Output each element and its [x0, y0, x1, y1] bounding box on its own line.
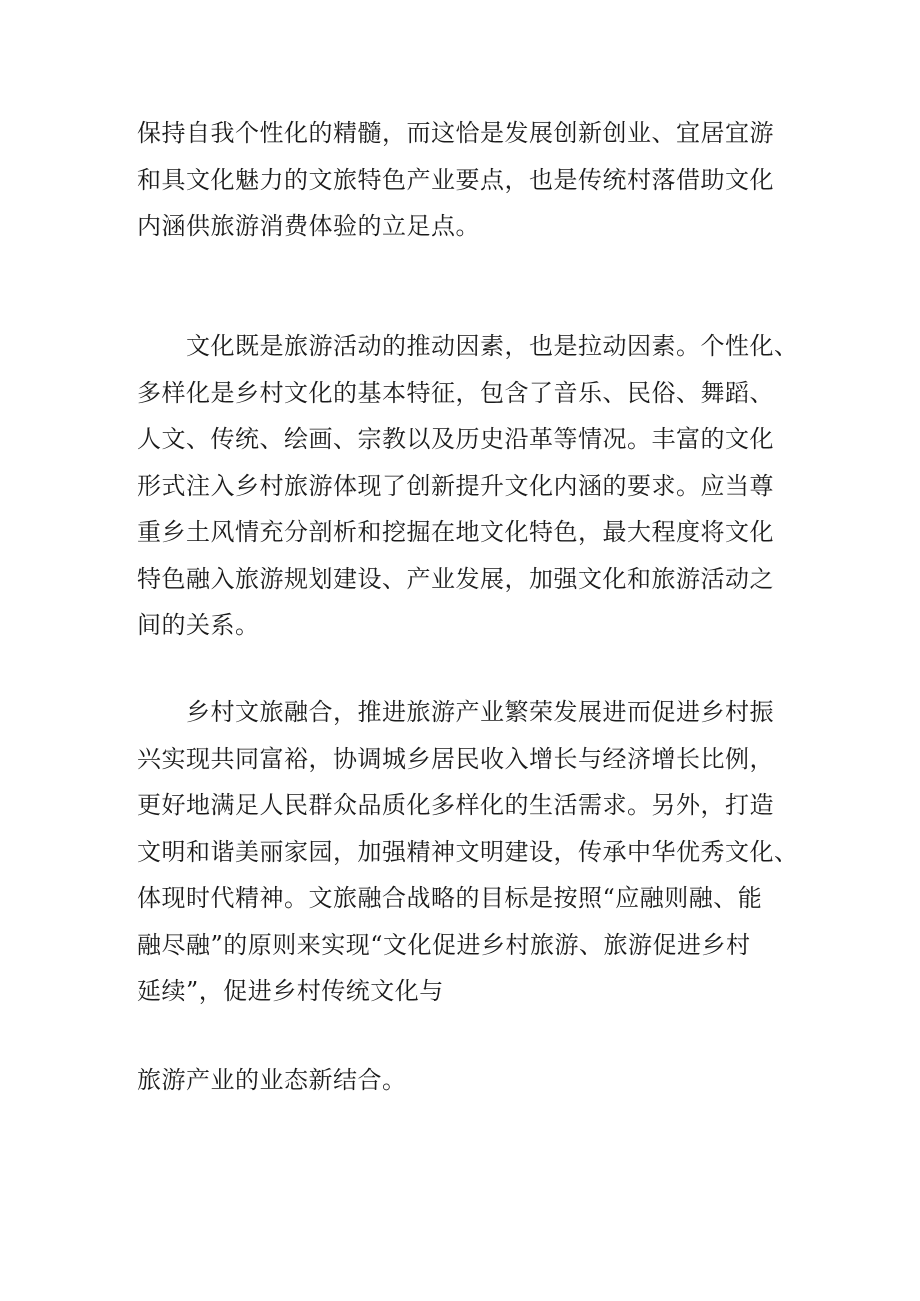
paragraph-line: 特色融入旅游规划建设、产业发展，加强文化和旅游活动之	[137, 564, 774, 593]
paragraph-line: 保持自我个性化的精髓，而这恰是发展创新创业、宜居宜游	[137, 119, 774, 147]
paragraph-line: 延续”，促进乡村传统文化与	[137, 977, 444, 1005]
paragraph-line: 乡村文旅融合，推进旅游产业繁荣发展进而促进乡村振	[137, 698, 774, 726]
paragraph-3	[137, 689, 797, 1015]
paragraph-2	[137, 323, 797, 649]
paragraph-line: 融尽融”的原则来实现“文化促进乡村旅游、旅游促进乡村	[137, 930, 751, 959]
paragraph-line: 更好地满足人民群众品质化多样化的生活需求。另外，打造	[137, 791, 774, 819]
paragraph-line: 文明和谐美丽家园，加强精神文明建设，传承中华优秀文化、	[137, 837, 799, 866]
paragraph-line: 旅游产业的业态新结合。	[137, 1066, 407, 1094]
paragraph-line: 多样化是乡村文化的基本特征，包含了音乐、民俗、舞蹈、	[137, 378, 774, 407]
paragraph-1	[137, 110, 797, 250]
paragraph-line: 重乡土风情充分剖析和挖掘在地文化特色，最大程度将文化	[137, 518, 774, 546]
paragraph-line: 形式注入乡村旅游体现了创新提升文化内涵的要求。应当尊	[137, 471, 774, 500]
paragraph-line: 人文、传统、绘画、宗教以及历史沿革等情况。丰富的文化	[137, 425, 774, 453]
paragraph-line: 内涵供旅游消费体验的立足点。	[137, 212, 480, 240]
paragraph-line: 体现时代精神。文旅融合战略的目标是按照“应融则融、能	[137, 884, 763, 912]
paragraph-4	[137, 1057, 797, 1104]
paragraph-line: 间的关系。	[137, 611, 260, 639]
paragraph-line: 文化既是旅游活动的推动因素，也是拉动因素。个性化、	[137, 332, 799, 360]
paragraph-line: 兴实现共同富裕，协调城乡居民收入增长与经济增长比例，	[137, 744, 774, 773]
paragraph-line: 和具文化魅力的文旅特色产业要点，也是传统村落借助文化	[137, 165, 774, 194]
